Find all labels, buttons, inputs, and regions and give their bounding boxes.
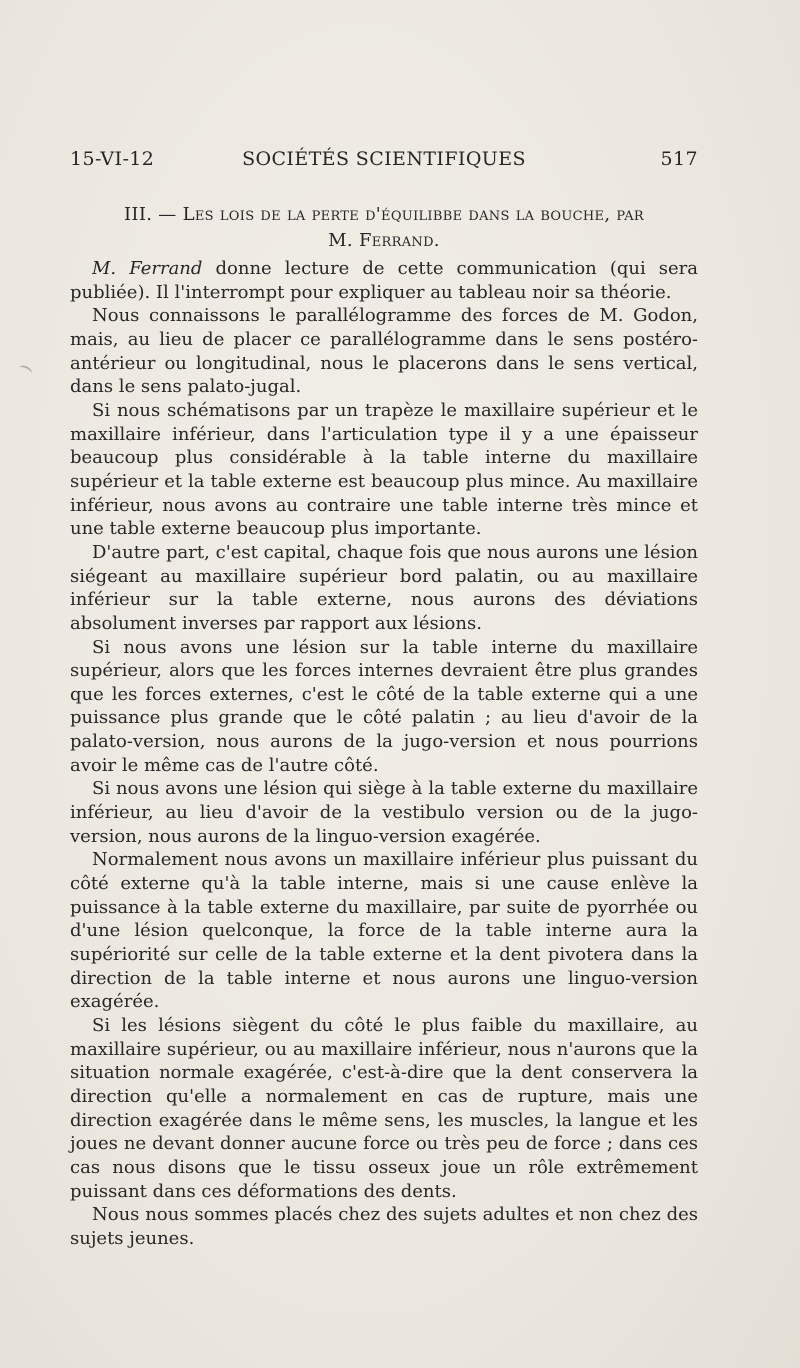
paragraph-3: Si nous schématisons par un trapèze le maxillaire supérieur et le maxillaire inférieur, dans l'articulation type il y a une épaisseur beaucoup plus considérable à la table interne du maxillaire supérieur et la table externe est beaucoup plus mince. Au maxillaire inférieur, nous avons au contraire une table interne très mince et une table externe beaucoup plus importante. [70,399,698,540]
section-title-text: Les lois de la perte d'équilibbe dans la bouche, par [182,204,644,225]
paragraph-8: Si les lésions siègent du côté le plus faible du maxillaire, au maxillaire supérieur, ou au maxillaire inférieur, nous n'aurons que la situation normale exagérée, c'est-à-dire que la dent conservera la direction qu'elle a normalement en cas de rupture, mais une direction exagérée dans le même sens, les muscles, la langue et les joues ne devant donner aucune force ou très peu de force ; dans ces cas nous disons que le tissu osseux joue un rôle extrêmement puissant dans ces déformations des dents. [70,1015,698,1202]
ink-mark [17,364,34,379]
author-name: M. Ferrand [92,258,203,279]
paragraph-4: D'autre part, c'est capital, chaque fois que nous aurons une lésion siégeant au maxillaire supérieur bord palatin, ou au maxillaire inférieur sur la table externe, nous aurons des déviations absolument inverses par rapport aux lésions. [70,541,698,634]
running-head-title: SOCIÉTÉS SCIENTIFIQUES [242,148,526,170]
section-title-line-2: M. Ferrand. [328,230,440,251]
paragraph-7: Normalement nous avons un maxillaire inférieur plus puissant du côté externe qu'à la table interne, mais si une cause enlève la puissance à la table externe du maxillaire, par suite de pyorrhée ou d'une lésion quelconque, la force de la table interne aura la supériorité sur celle de la table externe et la dent pivotera dans la direction de la table interne et nous aurons une linguo-version exagérée. [70,849,698,1013]
paragraph-5: Si nous avons une lésion sur la table interne du maxillaire supérieur, alors que les forces internes devraient être plus grandes que les forces externes, c'est le côté de la table externe qui a une puissance plus grande que le côté palatin ; au lieu d'avoir de la palato-version, nous aurons de la jugo-version et nous pourrions avoir le même cas de l'autre côté. [70,636,698,776]
paragraph-2: Nous connaissons le parallélogramme des forces de M. Godon, mais, au lieu de placer ce parallélogramme dans le sens postéro-antérieur ou longitudinal, nous le placerons dans le sens vertical, dans le sens palato-jugal. [70,305,698,398]
paragraph-1-text: donne lecture de cette communication (qui sera publiée). Il l'interrompt pour expliquer au tableau noir sa théorie. [70,258,699,303]
paragraph-6: Si nous avons une lésion qui siège à la table externe du maxillaire inférieur, au lieu d'avoir de la vestibulo version ou de la jugo-version, nous aurons de la linguo-version exagérée. [70,778,698,847]
running-head [70,148,698,178]
section-title-line-1 [70,202,698,228]
paragraph-9: Nous nous sommes placés chez des sujets adultes et non chez des sujets jeunes. [70,1204,698,1249]
paragraph-1 [70,257,698,304]
section-number: III. — [124,204,177,225]
page-number: 517 [660,148,698,170]
body-text [70,257,698,1251]
section-title [70,202,698,254]
running-head-date: 15-VI-12 [70,148,155,170]
